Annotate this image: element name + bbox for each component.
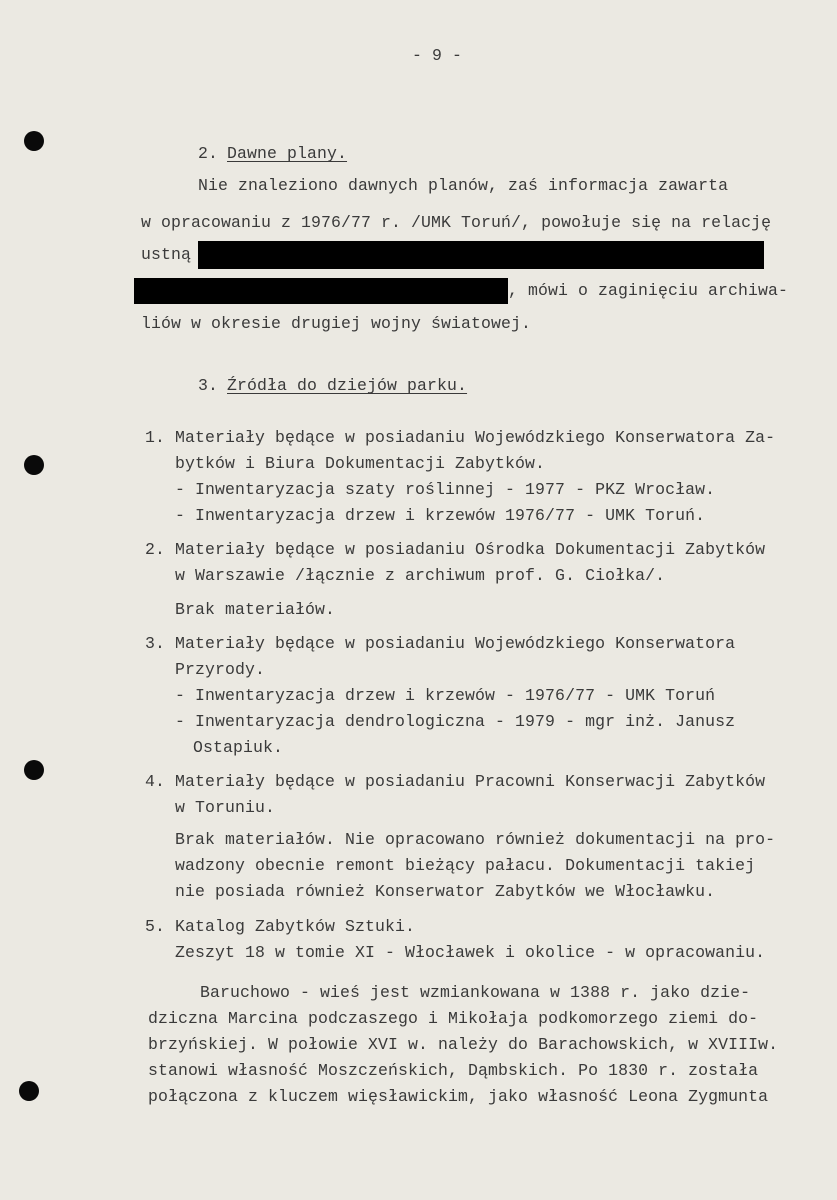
closing-text: dziczna Marcina podczaszego i Mikołaja podkomorzego ziemi do-: [148, 1009, 759, 1028]
section-2-text: liów w okresie drugiej wojny światowej.: [141, 314, 532, 333]
list-item-sub: Brak materiałów. Nie opracowano również dokumentacji na pro-: [175, 830, 776, 849]
list-item-sub: nie posiada również Konserwator Zabytków we Włocławku.: [175, 882, 716, 901]
list-item-sub: wadzony obecnie remont bieżący pałacu. Dokumentacji takiej: [175, 856, 756, 875]
punch-hole: [19, 1081, 39, 1101]
list-item-text: Katalog Zabytków Sztuki.: [175, 917, 416, 936]
list-item-sub: - Inwentaryzacja szaty roślinnej - 1977 - PKZ Wrocław.: [175, 480, 716, 499]
list-item-text: Przyrody.: [175, 660, 266, 679]
section-3-number: 3.: [198, 376, 219, 395]
list-item-text: w Warszawie /łącznie z archiwum prof. G. Ciołka/.: [175, 566, 666, 585]
list-item-sub: Brak materiałów.: [175, 600, 336, 619]
list-item-text: Materiały będące w posiadaniu Wojewódzkiego Konserwatora: [175, 634, 736, 653]
list-item-text: Zeszyt 18 w tomie XI - Włocławek i okolice - w opracowaniu.: [175, 943, 766, 962]
section-2-text: , mówi o zaginięciu archiwa-: [508, 281, 789, 300]
section-2-text: w opracowaniu z 1976/77 r. /UMK Toruń/, powołuje się na relację: [141, 213, 772, 232]
list-item-text: Materiały będące w posiadaniu Wojewódzkiego Konserwatora Za-: [175, 428, 776, 447]
closing-text: Baruchowo - wieś jest wzmiankowana w 1388 r. jako dzie-: [200, 983, 751, 1002]
punch-hole: [24, 131, 44, 151]
list-item-number: 1.: [145, 428, 166, 447]
list-item-number: 3.: [145, 634, 166, 653]
closing-text: połączona z kluczem więsławickim, jako własność Leona Zygmunta: [148, 1087, 769, 1106]
punch-hole: [24, 760, 44, 780]
punch-hole: [24, 455, 44, 475]
closing-text: brzyńskiej. W połowie XVI w. należy do Barachowskich, w XVIIIw.: [148, 1035, 779, 1054]
list-item-number: 2.: [145, 540, 166, 559]
list-item-sub: Ostapiuk.: [193, 738, 284, 757]
list-item-sub: - Inwentaryzacja drzew i krzewów 1976/77 - UMK Toruń.: [175, 506, 706, 525]
page-number: - 9 -: [412, 46, 463, 65]
list-item-text: Materiały będące w posiadaniu Ośrodka Dokumentacji Zabytków: [175, 540, 766, 559]
list-item-number: 4.: [145, 772, 166, 791]
list-item-sub: - Inwentaryzacja drzew i krzewów - 1976/77 - UMK Toruń: [175, 686, 716, 705]
section-3-heading: Źródła do dziejów parku.: [227, 376, 468, 395]
section-2-text: Nie znaleziono dawnych planów, zaś informacja zawarta: [198, 176, 729, 195]
redaction-bar: [134, 278, 508, 304]
section-2-heading: Dawne plany.: [227, 144, 348, 163]
list-item-text: w Toruniu.: [175, 798, 276, 817]
redaction-bar: [198, 241, 764, 269]
list-item-text: Materiały będące w posiadaniu Pracowni Konserwacji Zabytków: [175, 772, 766, 791]
list-item-sub: - Inwentaryzacja dendrologiczna - 1979 - mgr inż. Janusz: [175, 712, 736, 731]
closing-text: stanowi własność Moszczeńskich, Dąmbskich. Po 1830 r. została: [148, 1061, 759, 1080]
list-item-number: 5.: [145, 917, 166, 936]
section-2-number: 2.: [198, 144, 219, 163]
list-item-text: bytków i Biura Dokumentacji Zabytków.: [175, 454, 546, 473]
section-2-text: ustną: [141, 245, 192, 264]
